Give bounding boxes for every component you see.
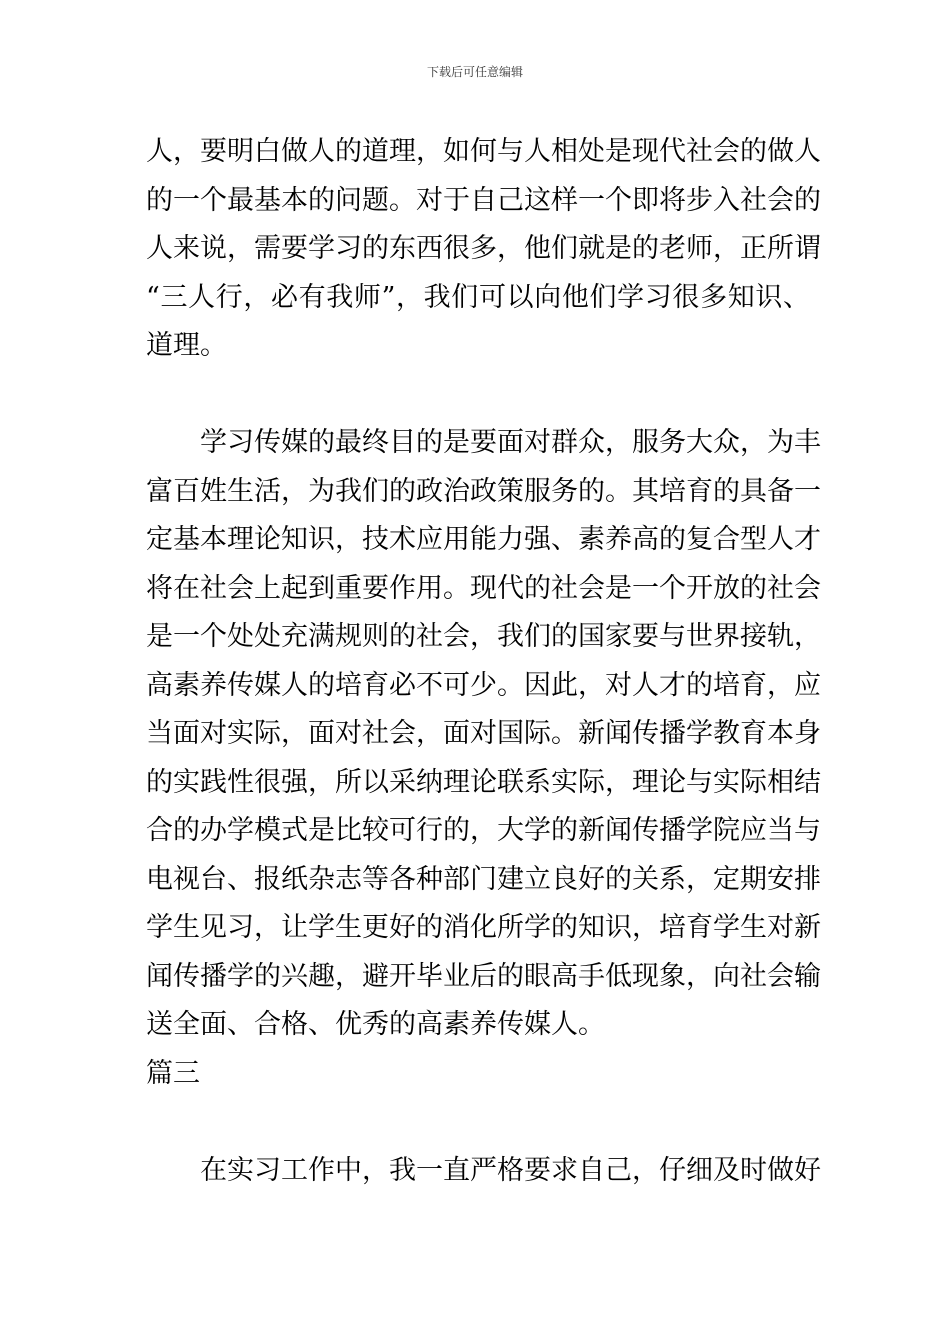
text-line: 的一个最基本的问题。对于自己这样一个即将步入社会的 (146, 184, 821, 216)
paragraph-spacer (146, 1098, 810, 1147)
text-line: 送全面、合格、优秀的高素养传媒人。 (146, 1009, 605, 1040)
text-line: 是一个处处充满规则的社会，我们的国家要与世界接轨， (146, 621, 821, 652)
text-line: 当面对实际，面对社会，面对国际。新闻传播学教育本身 (146, 718, 821, 749)
text-line: 在实习工作中，我一直严格要求自己，仔细及时做好 (200, 1154, 821, 1186)
text-line: 富百姓生活，为我们的政治政策服务的。其培育的具备一 (146, 475, 821, 507)
text-line: 合的办学模式是比较可行的，大学的新闻传播学院应当与 (146, 815, 821, 846)
page-header: 下载后可任意编辑 (426, 65, 523, 79)
text-line: 闻传播学的兴趣，避开毕业后的眼高手低现象，向社会输 (146, 960, 821, 992)
section-title: 篇三 (146, 1057, 200, 1089)
document-body (146, 128, 821, 1195)
paragraph-1 (146, 128, 821, 371)
paragraph-3 (146, 1147, 821, 1196)
text-line: 道理。 (146, 330, 227, 361)
text-line: “三人行，必有我师”，我们可以向他们学习很多知识、 (146, 281, 810, 313)
paragraph-2 (146, 419, 821, 1050)
text-line: 电视台、报纸杂志等各种部门建立良好的关系，定期安排 (146, 863, 821, 895)
text-line: 人，要明白做人的道理，如何与人相处是现代社会的做人 (146, 136, 821, 167)
text-line: 的实践性很强，所以采纳理论联系实际，理论与实际相结 (146, 766, 821, 798)
paragraph-spacer (146, 371, 810, 420)
text-line: 学生见习，让学生更好的消化所学的知识，培育学生对新 (146, 912, 821, 943)
text-line: 人来说，需要学习的东西很多，他们就是的老师，正所谓 (146, 233, 821, 264)
text-line: 定基本理论知识，技术应用能力强、素养高的复合型人才 (146, 524, 821, 555)
text-line: 将在社会上起到重要作用。现代的社会是一个开放的社会 (146, 572, 821, 604)
text-line: 高素养传媒人的培育必不可少。因此，对人才的培育，应 (146, 669, 821, 701)
text-line: 学习传媒的最终目的是要面对群众，服务大众，为丰 (200, 427, 821, 458)
